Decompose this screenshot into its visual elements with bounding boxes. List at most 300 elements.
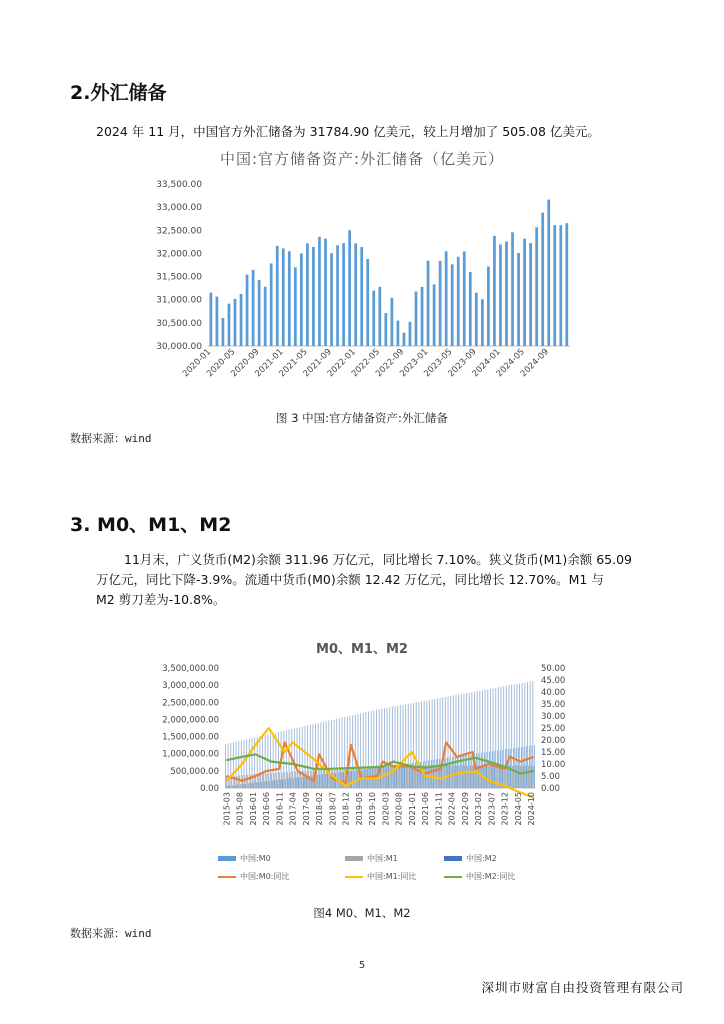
bar-m1 (401, 765, 402, 788)
bar-m2 (344, 717, 345, 788)
bar-m1 (308, 770, 309, 788)
x-tick-label: 2021-06 (421, 792, 431, 826)
legend-item (218, 853, 271, 864)
bar-m0 (325, 774, 326, 788)
bar-m2 (487, 689, 488, 788)
x-tick-label: 2023-05 (422, 347, 455, 380)
bar-m1 (245, 775, 246, 788)
bar (427, 261, 430, 346)
bar (384, 313, 387, 346)
chart2-source: 数据来源：wind (70, 927, 152, 940)
x-tick-label: 2020-01 (180, 347, 214, 380)
bar-m0 (386, 767, 387, 788)
x-tick-label: 2024-05 (513, 792, 523, 826)
y-tick-label: 32,000.00 (156, 249, 202, 260)
bar (294, 267, 297, 346)
bar-m2 (448, 697, 449, 788)
x-tick-label: 2019-05 (354, 792, 364, 826)
bar (252, 270, 255, 346)
bar (318, 237, 321, 346)
bar-m0 (240, 784, 241, 788)
bar-m1 (515, 766, 516, 788)
bar-m0 (383, 767, 384, 788)
bar-m2 (246, 739, 247, 788)
x-tick-label: 2024-05 (494, 347, 527, 380)
bar-m0 (230, 786, 231, 788)
bar (324, 239, 327, 346)
bar-m0 (296, 778, 297, 788)
bar (475, 293, 478, 346)
bar (445, 251, 448, 346)
bar-m1 (290, 772, 291, 788)
bar-m0 (524, 747, 525, 788)
bar-m2 (294, 728, 295, 788)
bar-m1 (494, 766, 495, 788)
bar-m1 (351, 767, 352, 788)
bar (216, 297, 219, 346)
bar-m0 (298, 777, 299, 788)
bar-m1 (226, 776, 227, 788)
bar-m1 (321, 770, 322, 788)
section-heading-fx-reserves: 2.外汇储备 (70, 82, 167, 104)
x-tick-label: 2024-01 (470, 347, 503, 380)
chart1-source: 数据来源：wind (70, 432, 152, 445)
bar-m0 (516, 748, 517, 788)
bar-m1 (457, 766, 458, 788)
bar-m0 (447, 758, 448, 788)
bar (360, 247, 363, 346)
bar-m1 (306, 771, 307, 788)
bar-m1 (533, 766, 534, 788)
x-tick-label: 2016-11 (275, 792, 285, 826)
x-tick-label: 2022-04 (447, 792, 457, 826)
bar-m2 (328, 721, 329, 788)
legend-swatch (218, 856, 236, 861)
bar-m2 (251, 738, 252, 788)
bar-m2 (495, 688, 496, 788)
bar (270, 263, 273, 346)
bar (535, 227, 538, 346)
bar (348, 230, 351, 346)
bar (559, 225, 562, 346)
bar-m2 (297, 728, 298, 788)
bar-m1 (247, 775, 248, 788)
bar-m2 (387, 708, 388, 788)
bar-m2 (289, 730, 290, 788)
y-tick-label: 30,500.00 (156, 318, 202, 329)
chart2-caption: 图4 M0、M1、M2 (313, 906, 411, 920)
bar-m0 (290, 778, 291, 788)
bar-m0 (431, 760, 432, 788)
bar-m0 (444, 758, 445, 788)
y-tick-label: 32,500.00 (156, 226, 202, 237)
bar-m2 (498, 687, 499, 788)
bar (499, 244, 502, 346)
y-tick-label: 2,500,000.00 (162, 698, 219, 709)
bar-m0 (269, 781, 270, 788)
bar-m2 (228, 744, 229, 788)
bar-m2 (357, 714, 358, 788)
x-tick-label: 2024-09 (518, 347, 552, 380)
bar-m1 (518, 766, 519, 788)
bar-m1 (531, 766, 532, 788)
bar-m0 (328, 774, 329, 788)
bar-m0 (529, 746, 530, 788)
bar-m0 (304, 777, 305, 788)
bar-m2 (339, 718, 340, 788)
bar-m2 (413, 703, 414, 788)
bar-m2 (469, 693, 470, 788)
bar-m2 (395, 706, 396, 788)
bar-m1 (496, 766, 497, 788)
bar-m2 (249, 739, 250, 788)
bar-m0 (288, 779, 289, 788)
bar-m2 (283, 731, 284, 788)
legend-label: 中国:M1 (367, 854, 398, 863)
bar-m1 (287, 772, 288, 788)
x-tick-label: 2015-03 (222, 792, 232, 826)
x-tick-label: 2021-01 (407, 792, 417, 826)
bar-m2 (363, 713, 364, 788)
y-tick-label: 31,500.00 (156, 272, 202, 283)
x-tick-label: 2016-01 (248, 792, 258, 826)
bar-m2 (259, 736, 260, 788)
money-paragraph-line1: 11月末，广义货币(M2)余额 311.96 万亿元，同比增长 7.10%。狭义货币(M1)余额 65.09 (124, 552, 633, 567)
bar-m2 (389, 707, 390, 788)
bar-m1 (465, 766, 466, 788)
bar (336, 245, 339, 346)
y-tick-label: 2,000,000.00 (162, 715, 219, 726)
bar (264, 287, 267, 346)
bar-m1 (388, 765, 389, 788)
bar-m0 (232, 785, 233, 788)
legend-item (444, 871, 515, 882)
legend-label: 中国:M2:同比 (466, 872, 516, 881)
x-tick-label: 2022-01 (325, 347, 358, 380)
bar-m2 (511, 685, 512, 788)
y-tick-label: 33,000.00 (156, 203, 202, 214)
legend-item (218, 871, 289, 882)
bar (228, 304, 231, 346)
x-tick-label: 2018-02 (315, 792, 325, 826)
x-tick-label: 2021-01 (253, 347, 286, 380)
company-name: 深圳市财富自由投资管理有限公司 (481, 980, 684, 995)
bar-m1 (356, 767, 357, 788)
bar-m2 (437, 698, 438, 788)
legend-label: 中国:M0 (240, 854, 271, 863)
x-tick-label: 2022-09 (374, 347, 407, 380)
bar-m2 (432, 699, 433, 788)
bar-m0 (227, 786, 228, 788)
bar (433, 284, 436, 346)
bar (234, 299, 237, 346)
bar-m0 (351, 771, 352, 788)
bar-m1 (454, 766, 455, 788)
bar (258, 280, 261, 346)
bar-m2 (463, 694, 464, 788)
x-tick-label: 2023-07 (487, 792, 497, 826)
bar-m2 (392, 707, 393, 788)
bar-m2 (304, 726, 305, 788)
bar-m0 (282, 779, 283, 788)
bar-m1 (470, 766, 471, 788)
x-tick-label: 2023-12 (500, 792, 510, 826)
bar-m0 (293, 778, 294, 788)
bar-m0 (341, 772, 342, 788)
bar (366, 259, 369, 346)
y2-tick-label: 20.00 (541, 736, 566, 746)
money-supply-chart (140, 662, 580, 844)
bar-m0 (261, 782, 262, 788)
y-tick-label: 1,000,000.00 (162, 749, 219, 760)
bar-m2 (397, 706, 398, 788)
legend-label: 中国:M2 (466, 854, 497, 863)
bar-m2 (379, 709, 380, 788)
bar-m2 (236, 742, 237, 788)
bar-m0 (428, 761, 429, 788)
bar-m1 (268, 773, 269, 788)
bar (246, 275, 249, 346)
y2-tick-label: 0.00 (541, 784, 560, 794)
bar-m2 (323, 722, 324, 788)
bar (511, 232, 514, 346)
bar-m0 (402, 764, 403, 788)
bar (372, 291, 375, 346)
chart1-title: 中国:官方储备资产:外汇储备（亿美元） (219, 150, 505, 168)
bar-m0 (243, 784, 244, 788)
bar (505, 241, 508, 346)
bar-m1 (491, 766, 492, 788)
bar (565, 223, 568, 346)
bar-m1 (319, 770, 320, 788)
y2-tick-label: 5.00 (541, 772, 560, 782)
bar-m1 (404, 765, 405, 788)
bar-m1 (298, 771, 299, 788)
bar-m1 (274, 773, 275, 788)
bar (397, 321, 400, 346)
legend-label: 中国:M1:同比 (367, 872, 417, 881)
bar-m2 (442, 698, 443, 788)
legend-swatch (345, 876, 363, 878)
bar-m2 (490, 689, 491, 788)
bar-m1 (523, 766, 524, 788)
bar (457, 257, 460, 346)
bar (487, 266, 490, 346)
bar-m1 (295, 771, 296, 788)
bar (342, 243, 345, 346)
bar-m2 (440, 698, 441, 788)
bar-m1 (279, 773, 280, 788)
bar-m0 (272, 781, 273, 788)
bar-m2 (421, 701, 422, 788)
money-paragraph-line3: M2 剪刀差为-10.8%。 (96, 592, 226, 607)
legend-swatch (444, 876, 462, 878)
x-tick-label: 2022-05 (349, 347, 383, 380)
bar-m1 (406, 765, 407, 788)
legend-item (345, 853, 398, 864)
legend-swatch (345, 856, 363, 861)
bar-m0 (518, 747, 519, 788)
bar-m2 (262, 736, 263, 788)
legend-item (444, 853, 497, 864)
x-tick-label: 2020-09 (229, 347, 262, 380)
y-tick-label: 3,500,000.00 (162, 664, 219, 674)
bar-m1 (486, 766, 487, 788)
bar-m0 (449, 757, 450, 788)
bar (222, 318, 225, 346)
x-tick-label: 2021-11 (434, 792, 444, 826)
legend-swatch (218, 876, 236, 878)
chart1-caption: 图 3 中国:官方储备资产:外汇储备 (276, 411, 448, 425)
bar-m2 (403, 705, 404, 788)
bar-m2 (299, 727, 300, 788)
bar-m0 (532, 746, 533, 788)
bar-m0 (253, 783, 254, 788)
bar-m0 (267, 781, 268, 788)
bar (529, 243, 532, 346)
bar-m2 (493, 688, 494, 788)
bar-m1 (525, 766, 526, 788)
bar-m0 (484, 752, 485, 788)
x-tick-label: 2023-02 (474, 792, 484, 826)
bar-m0 (256, 782, 257, 788)
bar-m0 (349, 771, 350, 788)
bar (553, 225, 556, 346)
bar (541, 213, 544, 346)
bar-m1 (451, 766, 452, 788)
bar (451, 264, 454, 346)
y-tick-label: 0.00 (200, 784, 219, 794)
bar-m1 (239, 775, 240, 788)
bar (306, 243, 309, 346)
y2-tick-label: 25.00 (541, 724, 566, 734)
bar (300, 253, 303, 346)
bar-m2 (233, 742, 234, 788)
bar-m0 (481, 753, 482, 788)
bar (463, 251, 466, 346)
bar-m1 (393, 765, 394, 788)
bar-m2 (466, 693, 467, 788)
x-tick-label: 2023-09 (446, 347, 479, 380)
bar-m1 (390, 765, 391, 788)
x-tick-label: 2017-09 (301, 792, 311, 826)
y2-tick-label: 15.00 (541, 748, 566, 758)
bar-m2 (225, 744, 226, 788)
bar-m1 (385, 765, 386, 788)
bar-m2 (426, 700, 427, 788)
bar-m0 (312, 776, 313, 788)
bar-m1 (488, 766, 489, 788)
bar-m1 (271, 773, 272, 788)
bar-m0 (251, 783, 252, 788)
bar-m1 (258, 774, 259, 788)
bar-m0 (487, 752, 488, 788)
bar (517, 253, 520, 346)
bar-m0 (248, 783, 249, 788)
bar-m0 (285, 779, 286, 788)
bar (481, 299, 484, 346)
bar (282, 248, 285, 346)
bar-m2 (474, 692, 475, 788)
bar-m2 (342, 718, 343, 788)
bar-m0 (439, 759, 440, 788)
bar-m0 (280, 780, 281, 788)
bar-m0 (436, 759, 437, 788)
y-tick-label: 30,000.00 (156, 342, 202, 352)
bar-m2 (400, 705, 401, 788)
bar-m0 (245, 784, 246, 788)
y-tick-label: 3,000,000.00 (162, 681, 219, 692)
bar (415, 292, 418, 346)
bar-m0 (521, 747, 522, 788)
bar-m0 (399, 765, 400, 788)
bar-m0 (235, 785, 236, 788)
bar-m1 (292, 772, 293, 788)
bar (288, 251, 291, 346)
bar-m1 (263, 774, 264, 788)
x-tick-label: 2015-08 (235, 792, 245, 826)
bar-m2 (405, 704, 406, 788)
bar-m2 (501, 687, 502, 788)
bar-m2 (273, 733, 274, 788)
bar-m2 (307, 725, 308, 788)
bar-m1 (324, 769, 325, 788)
bar (391, 298, 394, 346)
bar-m1 (409, 765, 410, 788)
x-tick-label: 2019-10 (368, 792, 378, 826)
bar-m1 (507, 766, 508, 788)
x-tick-label: 2021-09 (301, 347, 334, 380)
bar-m1 (528, 766, 529, 788)
y-tick-label: 31,000.00 (156, 295, 202, 306)
bar-m0 (391, 766, 392, 788)
chart2-title: M0、M1、M2 (316, 642, 408, 657)
bar (547, 200, 550, 346)
bar-m0 (354, 771, 355, 788)
bar-m2 (265, 735, 266, 788)
x-tick-label: 2024-10 (527, 792, 537, 826)
bar-m2 (471, 692, 472, 788)
bar-m1 (462, 766, 463, 788)
bar-m2 (408, 704, 409, 788)
x-tick-label: 2016-06 (262, 792, 272, 826)
bar-m0 (322, 774, 323, 788)
bar-m2 (509, 685, 510, 788)
bar (210, 293, 213, 346)
bar-m0 (534, 745, 535, 788)
bar-m0 (264, 781, 265, 788)
bar-m0 (500, 750, 501, 788)
bar-m1 (282, 772, 283, 788)
bar-m2 (503, 686, 504, 788)
bar-m2 (286, 730, 287, 788)
bar-m1 (480, 766, 481, 788)
bar-m2 (416, 702, 417, 788)
bar-m1 (472, 766, 473, 788)
fx-reserves-chart (140, 176, 580, 398)
y2-tick-label: 50.00 (541, 664, 566, 674)
bar-m0 (320, 775, 321, 788)
bar (493, 236, 496, 346)
bar-m1 (261, 774, 262, 788)
section-heading-money-supply: 3. M0、M1、M2 (70, 514, 232, 536)
bar (378, 287, 381, 346)
x-tick-label: 2022-09 (460, 792, 470, 826)
y2-tick-label: 10.00 (541, 760, 566, 770)
y2-tick-label: 45.00 (541, 676, 566, 686)
bar-m2 (482, 690, 483, 788)
bar-m2 (485, 690, 486, 788)
